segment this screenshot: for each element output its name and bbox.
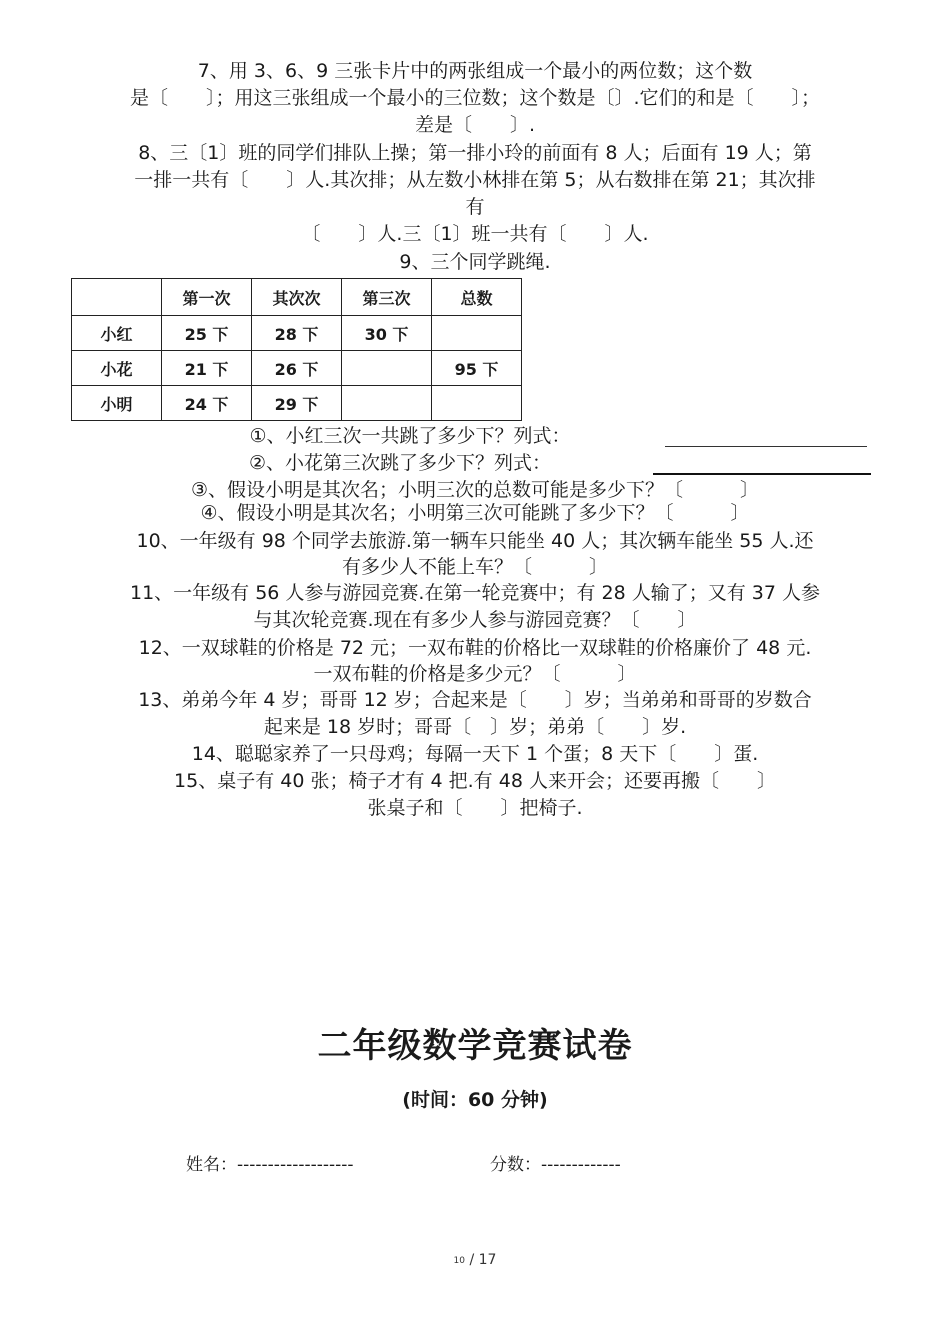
total-pages: 17 — [478, 1252, 497, 1268]
page-separator: / — [469, 1252, 475, 1268]
q7-line1: 7、用 3、6、9 三张卡片中的两张组成一个最小的两位数；这个数 — [197, 60, 753, 82]
table-row — [72, 351, 522, 386]
table-cell: 29 下 — [252, 386, 342, 421]
exam-duration: (时间：60 分钟) — [402, 1089, 548, 1111]
q9-sub1: ①、小红三次一共跳了多少下？列式： — [249, 425, 571, 447]
table-header-cell — [72, 279, 162, 316]
q7-line2: 是〔 〕；用这三张组成一个最小的三位数；这个数是〔〕.它们的和是〔 〕； — [129, 87, 821, 109]
table-cell: 28 下 — [252, 316, 342, 351]
table-cell: 小红 — [72, 316, 162, 351]
name-field[interactable]: 姓名：------------------- — [186, 1155, 354, 1175]
q13-line1: 13、弟弟今年 4 岁；哥哥 12 岁；合起来是〔 〕岁；当弟弟和哥哥的岁数合 — [138, 689, 812, 711]
exam-title: 二年级数学竞赛试卷 — [317, 1026, 633, 1066]
table-header-cell: 其次次 — [252, 279, 342, 316]
table-cell — [432, 316, 522, 351]
q8-line4: 〔 〕人.三〔1〕班一共有〔 〕人. — [301, 223, 649, 245]
q9-title: 9、三个同学跳绳. — [399, 251, 551, 273]
q14-line1: 14、聪聪家养了一只母鸡；每隔一天下 1 个蛋；8 天下〔 〕蛋. — [191, 743, 759, 765]
table-cell — [342, 351, 432, 386]
table-cell: 小花 — [72, 351, 162, 386]
q9-sub3: ③、假设小明是其次名；小明三次的总数可能是多少下？〔 〕 — [190, 479, 760, 501]
q8-line3: 有 — [465, 196, 485, 218]
q12-line2: 一双布鞋的价格是多少元？〔 〕 — [313, 663, 637, 685]
q13-line2: 起来是 18 岁时；哥哥〔 〕岁；弟弟〔 〕岁. — [263, 716, 687, 738]
q10-line2: 有多少人不能上车？〔 〕 — [341, 556, 608, 578]
q12-line1: 12、一双球鞋的价格是 72 元；一双布鞋的价格比一双球鞋的价格廉价了 48 元. — [138, 637, 812, 659]
table-row — [72, 316, 522, 351]
q7-line3: 差是〔 〕. — [414, 114, 536, 136]
table-cell: 26 下 — [252, 351, 342, 386]
current-page: 10 — [453, 1256, 465, 1266]
table-header-cell: 总数 — [432, 279, 522, 316]
table-cell: 95 下 — [432, 351, 522, 386]
q9-sub4: ④、假设小明是其次名；小明第三次可能跳了多少下？〔 〕 — [200, 502, 750, 524]
table-row — [72, 386, 522, 421]
score-field[interactable]: 分数：------------- — [490, 1155, 621, 1175]
q9-sub2-answer-line — [653, 473, 871, 475]
q8-line1: 8、三〔1〕班的同学们排队上操；第一排小玲的前面有 8 人；后面有 19 人；第 — [138, 142, 812, 164]
table-cell: 小明 — [72, 386, 162, 421]
table-header-cell: 第三次 — [342, 279, 432, 316]
table-header-row — [72, 279, 522, 316]
q15-line2: 张桌子和〔 〕把椅子. — [367, 797, 583, 819]
q15-line1: 15、桌子有 40 张；椅子才有 4 把.有 48 人来开会；还要再搬〔 〕 — [174, 770, 776, 792]
q11-line2: 与其次轮竞赛.现在有多少人参与游园竞赛？〔 〕 — [253, 609, 697, 631]
jump-rope-table — [71, 278, 522, 421]
q10-line1: 10、一年级有 98 个同学去旅游.第一辆车只能坐 40 人；其次辆车能坐 55 人.还 — [136, 530, 814, 552]
q9-sub2: ②、小花第三次跳了多少下？列式： — [248, 452, 552, 474]
q9-sub1-answer-line — [665, 446, 867, 447]
table-cell: 25 下 — [162, 316, 252, 351]
table-cell: 24 下 — [162, 386, 252, 421]
q8-line2: 一排一共有〔 〕人.其次排；从左数小林排在第 5；从右数排在第 21；其次排 — [134, 169, 816, 191]
q11-line1: 11、一年级有 56 人参与游园竞赛.在第一轮竞赛中；有 28 人输了；又有 37 人参 — [130, 582, 820, 604]
table-cell: 30 下 — [342, 316, 432, 351]
table-header-cell: 第一次 — [162, 279, 252, 316]
page-indicator — [0, 1252, 950, 1268]
table-cell — [432, 386, 522, 421]
table-cell: 21 下 — [162, 351, 252, 386]
table-cell — [342, 386, 432, 421]
